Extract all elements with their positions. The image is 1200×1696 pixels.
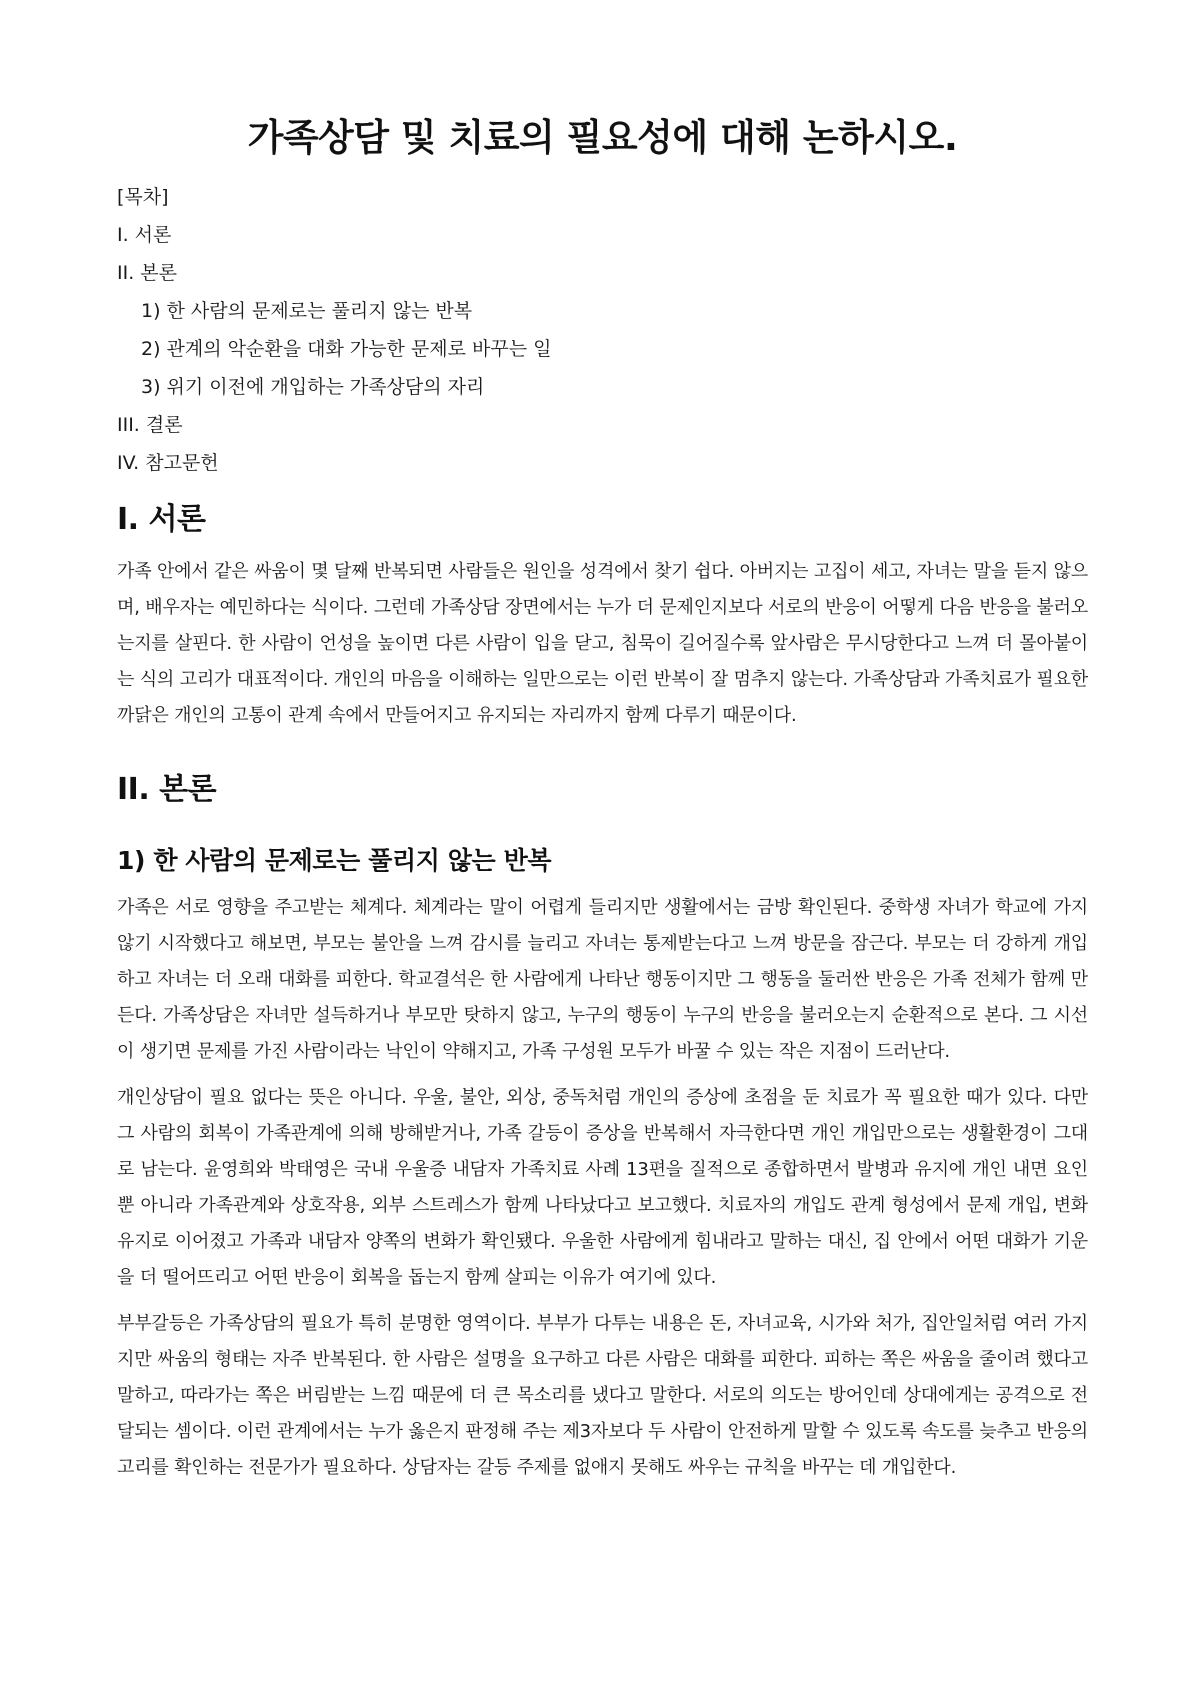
toc-item: I. 서론 bbox=[117, 224, 172, 246]
body-paragraph: 가족 안에서 같은 싸움이 몇 달째 반복되면 사람들은 원인을 성격에서 찾기 쉽다. 아버지는 고집이 세고, 자녀는 말을 듣지 않으며, 배우자는 예민하다는 식이다. 그런데 가족상담 장면에서는 누가 더 문제인지보다 서로의 반응이 어떻게 다음 반응을 불러오는지를 살핀다. 한 사람이 언성을 높이면 다른 사람이 입을 닫고, 침묵이 길어질수록 앞사람은 무시당한다고 느껴 더 몰아붙이는 식의 고리가 대표적이다. 개인의 마음을 이해하는 일만으로는 이런 반복이 잘 멈추지 않는다. 가족상담과 가족치료가 필요한 까닭은 개인의 고통이 관계 속에서 만들어지고 유지되는 자리까지 함께 다루기 때문이다. bbox=[117, 561, 1088, 726]
section-body bbox=[117, 770, 1088, 1486]
section-heading: I. 서론 bbox=[117, 502, 206, 537]
table-of-contents bbox=[117, 184, 1088, 476]
document-title: 가족상담 및 치료의 필요성에 대해 논하시오. bbox=[247, 116, 958, 159]
spacer bbox=[117, 824, 1088, 844]
subsection-heading: 1) 한 사람의 문제로는 풀리지 않는 반복 bbox=[117, 846, 552, 875]
toc-subitem: 3) 위기 이전에 개입하는 가족상담의 자리 bbox=[141, 376, 485, 398]
section-introduction bbox=[117, 500, 1088, 734]
body-paragraph: 가족은 서로 영향을 주고받는 체계다. 체계라는 말이 어렵게 들리지만 생활에서는 금방 확인된다. 중학생 자녀가 학교에 가지 않기 시작했다고 해보면, 부모는 불안을 느껴 감시를 늘리고 자녀는 통제받는다고 느껴 방문을 잠근다. 부모는 더 강하게 개입하고 자녀는 더 오래 대화를 피한다. 학교결석은 한 사람에게 나타난 행동이지만 그 행동을 둘러싼 반응은 가족 전체가 함께 만든다. 가족상담은 자녀만 설득하거나 부모만 탓하지 않고, 누구의 행동이 누구의 반응을 불러오는지 순환적으로 본다. 그 시선이 생기면 문제를 가진 사람이라는 낙인이 약해지고, 가족 구성원 모두가 바꿀 수 있는 작은 지점이 드러난다. bbox=[117, 897, 1088, 1062]
subsection-1 bbox=[117, 844, 1088, 1486]
toc-subitem: 2) 관계의 악순환을 대화 가능한 문제로 바꾸는 일 bbox=[141, 338, 552, 360]
toc-item: III. 결론 bbox=[117, 414, 183, 436]
toc-item: II. 본론 bbox=[117, 262, 177, 284]
toc-heading: [목차] bbox=[117, 186, 169, 208]
toc-item: IV. 참고문헌 bbox=[117, 452, 219, 474]
body-paragraph: 부부갈등은 가족상담의 필요가 특히 분명한 영역이다. 부부가 다투는 내용은 돈, 자녀교육, 시가와 처가, 집안일처럼 여러 가지지만 싸움의 형태는 자주 반복된다. 한 사람은 설명을 요구하고 다른 사람은 대화를 피한다. 피하는 쪽은 싸움을 줄이려 했다고 말하고, 따라가는 쪽은 버림받는 느낌 때문에 더 큰 목소리를 냈다고 말한다. 서로의 의도는 방어인데 상대에게는 공격으로 전달되는 셈이다. 이런 관계에서는 누가 옳은지 판정해 주는 제3자보다 두 사람이 안전하게 말할 수 있도록 속도를 늦추고 반응의 고리를 확인하는 전문가가 필요하다. 상담자는 갈등 주제를 없애지 못해도 싸우는 규칙을 바꾸는 데 개입한다. bbox=[117, 1313, 1088, 1478]
toc-subitem: 1) 한 사람의 문제로는 풀리지 않는 반복 bbox=[141, 300, 473, 322]
spacer bbox=[117, 744, 1088, 770]
section-heading: II. 본론 bbox=[117, 772, 217, 807]
body-paragraph: 개인상담이 필요 없다는 뜻은 아니다. 우울, 불안, 외상, 중독처럼 개인의 증상에 초점을 둔 치료가 꼭 필요한 때가 있다. 다만 그 사람의 회복이 가족관계에 의해 방해받거나, 가족 갈등이 증상을 반복해서 자극한다면 개인 개입만으로는 생활환경이 그대로 남는다. 윤영희와 박태영은 국내 우울증 내담자 가족치료 사례 13편을 질적으로 종합하면서 발병과 유지에 개인 내면 요인뿐 아니라 가족관계와 상호작용, 외부 스트레스가 함께 나타났다고 보고했다. 치료자의 개입도 관계 형성에서 문제 개입, 변화 유지로 이어졌고 가족과 내담자 양쪽의 변화가 확인됐다. 우울한 사람에게 힘내라고 말하는 대신, 집 안에서 어떤 대화가 기운을 더 떨어뜨리고 어떤 반응이 회복을 돕는지 함께 살피는 이유가 여기에 있다. bbox=[117, 1087, 1088, 1288]
